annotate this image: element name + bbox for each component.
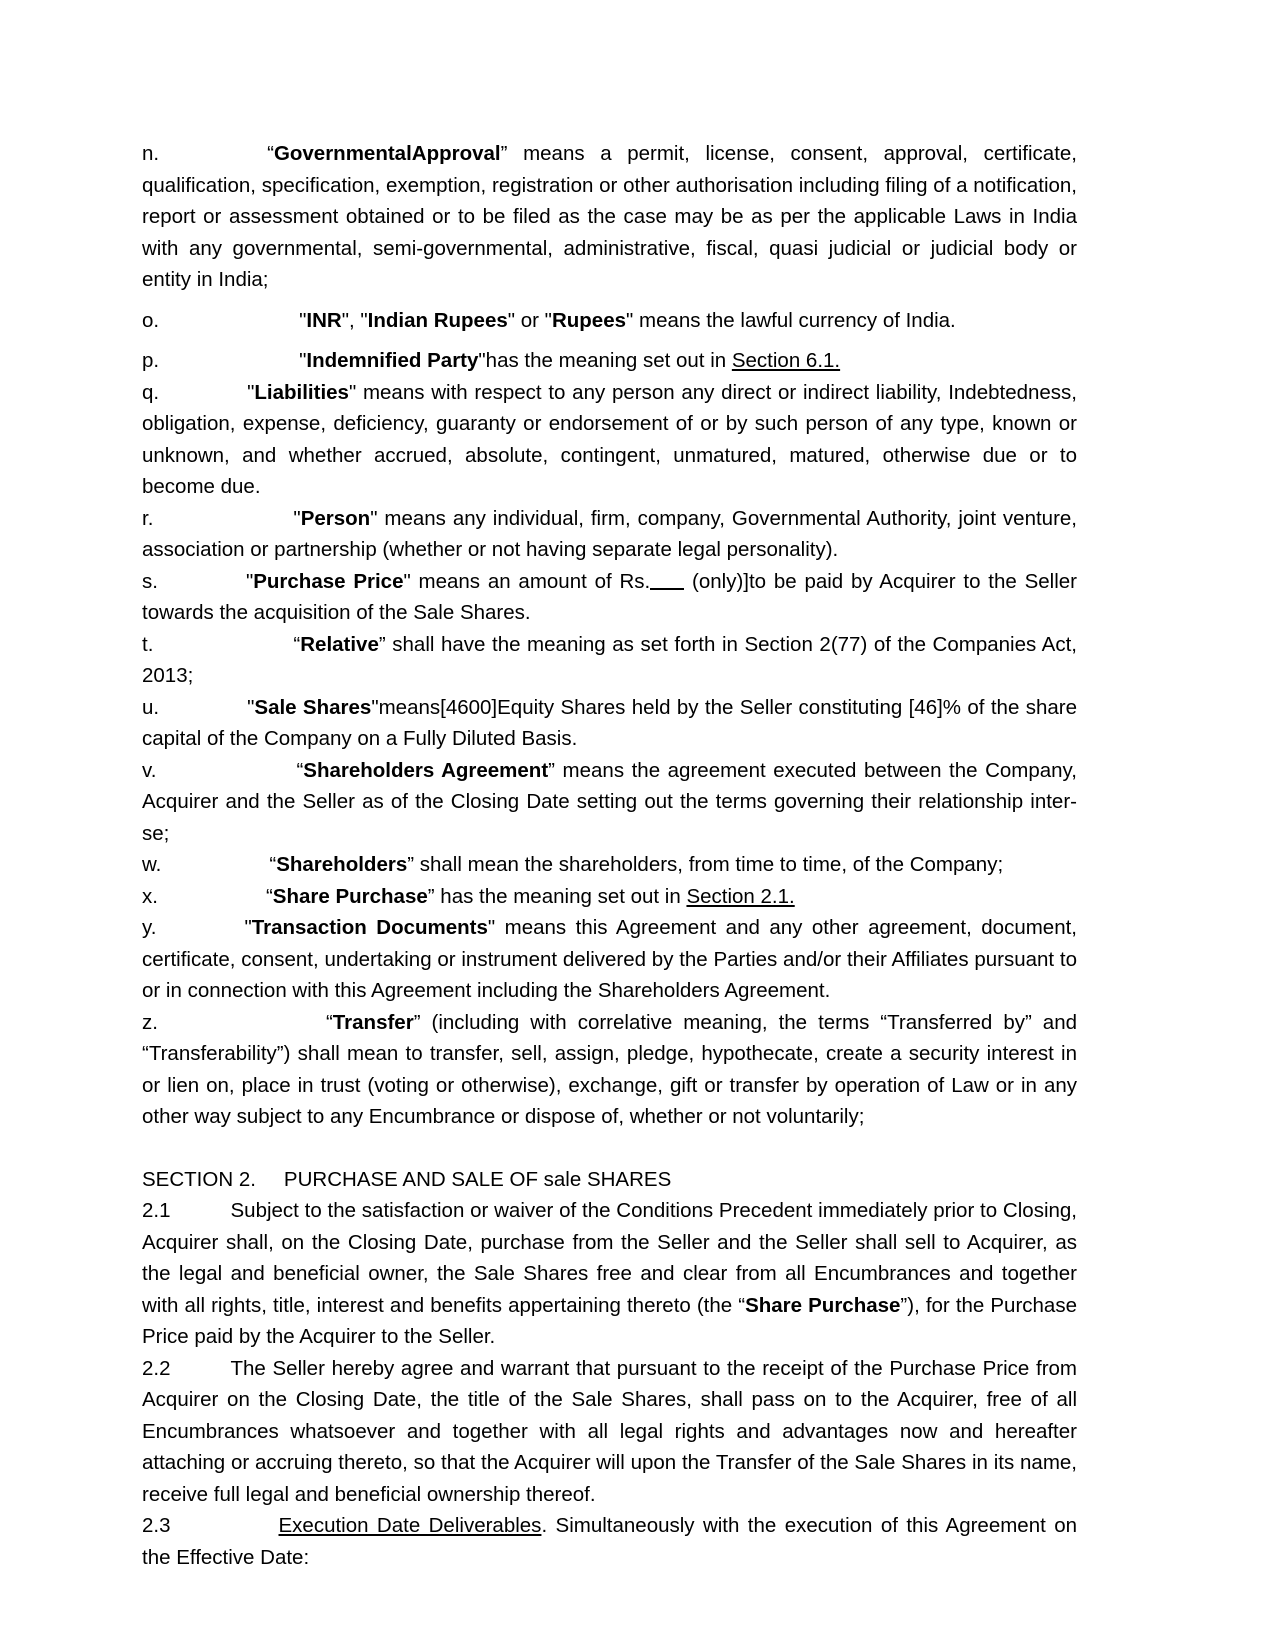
cross-reference-section-6-1[interactable]: Section 6.1. (731, 349, 841, 372)
clause-2-3 (142, 1510, 1077, 1573)
definition-term-share-purchase: Share Purchase (272, 884, 428, 908)
definition-text-o: " means the lawful currency of India. (626, 308, 956, 332)
definition-item-t: t. “Relative” shall have the meaning as set forth in Section 2(77) of the Companies Act, 2013; (142, 632, 1077, 687)
quote-open: " (247, 380, 255, 404)
clause-2-1-text-part1: Subject to the satisfaction or waiver of the Conditions Precedent immediately prior to Closing, Acquirer shall, on the Closing Date, purchase from the Seller and the Seller shall sell to Acquirer, as the legal and beneficial owner, the Sale Shares free and clear from all Encumbrances and together with all rights, title, interest and benefits appertaining thereto (the “ (142, 1199, 1077, 1317)
clause-2-3-text: . Simultaneously with the execution of this Agreement on the Effective Date: (142, 1514, 1077, 1569)
quote-open: " (293, 506, 301, 530)
definition-marker-w: w. (142, 853, 162, 876)
definition-item-v: v. “Shareholders Agreement” means the agreement executed between the Company, Acquirer and the Seller as of the Closing Date setting out the terms governing their relationship inter-se; (142, 758, 1077, 845)
definition-text-u: "means[4600]Equity Shares held by the Seller constituting [46]% of the share capital of the Company on a Fully Diluted Basis. (142, 695, 1077, 750)
definition-item-s (142, 566, 1077, 629)
definition-item-n: n. “GovernmentalApproval” means a permit, license, consent, approval, certificate, qualification, specification, exemption, registration or other authorisation including filing of a notification, report or assessment obtained or to be filed as the case may be as per the applicable Laws in India with any governmental, semi-governmental, administrative, fiscal, quasi judicial or judicial body or entity in India; (142, 142, 1077, 291)
definition-item-x: x. “Share Purchase” has the meaning set out in Section 2.1. (142, 884, 795, 908)
fill-in-blank-amount[interactable] (650, 588, 684, 590)
definition-item-p (142, 345, 1077, 377)
definition-term-purchase-price: Purchase Price (253, 569, 404, 593)
definition-term-sale-shares: Sale Shares (254, 695, 372, 719)
definition-term-shareholders-agreement: Shareholders Agreement (303, 758, 549, 782)
definition-segment-a: ", " (341, 308, 368, 332)
definition-term-inr: INR (306, 308, 342, 332)
definition-term-liabilities: Liabilities (254, 380, 349, 404)
definition-text-s-after: (only)]to be paid by Acquirer to the Seller towards the acquisition of the Sale Shares. (142, 569, 1077, 624)
quote-open: " (299, 349, 307, 372)
definition-marker-u: u. (142, 695, 160, 719)
definition-marker-p: p. (142, 349, 160, 372)
definition-term-transfer: Transfer (332, 1010, 414, 1034)
definition-marker-r: r. (142, 506, 154, 530)
quote-open: " (299, 308, 307, 332)
definition-item-r (142, 503, 1077, 566)
definition-item-q (142, 377, 1077, 503)
definition-marker-x: x. (142, 884, 158, 908)
definition-item-u (142, 692, 1077, 755)
section-2-title: PURCHASE AND SALE OF sale SHARES (283, 1167, 672, 1191)
clause-2-1-bold-term: Share Purchase (745, 1293, 901, 1317)
document-body (142, 138, 1077, 1573)
definition-text-p: "has the meaning set out in (478, 349, 732, 372)
cross-reference-section-2-1[interactable]: Section 2.1. (686, 884, 795, 908)
clause-2-2 (142, 1353, 1077, 1511)
definition-text-q: " means with respect to any person any direct or indirect liability, Indebtedness, obligation, expense, deficiency, guaranty or endorsement of or by such person of any type, known or unknown, and whether accrued, absolute, contingent, unmatured, matured, otherwise due or to become due. (142, 380, 1077, 498)
definition-text-n: means a permit, license, consent, approval, certificate, qualification, specification, exemption, registration or other authorisation including filing of a notification, report or assessment obtained or to be filed as the case may be as per the applicable Laws in India with any governmental, semi-governmental, administrative, fiscal, quasi judicial or judicial body or entity in India; (142, 142, 1077, 291)
clause-2-1-number: 2.1 (142, 1199, 171, 1222)
quote-open: " (247, 695, 255, 719)
definition-marker-n: n. (142, 142, 160, 165)
section-spacer (142, 1133, 1077, 1164)
definition-term-transaction-documents: Transaction Documents (251, 916, 488, 939)
definition-term-relative: Relative (300, 632, 379, 656)
definition-term-indemnified-party: Indemnified Party (306, 349, 479, 372)
section-2-number: SECTION 2. (142, 1167, 256, 1191)
definition-item-z: z. “Transfer” (including with correlative meaning, the terms “Transferred by” and “Transferability”) shall mean to transfer, sell, assign, pledge, hypothecate, create a security interest in or lien on, place in trust (voting or otherwise), exchange, gift or transfer by operation of Law or in any other way subject to any Encumbrance or dispose of, whether or not voluntarily; (142, 1010, 1077, 1128)
definition-marker-y: y. (142, 916, 157, 939)
definition-text-v: means the agreement executed between the Company, Acquirer and the Seller as of the Closing Date setting out the terms governing their relationship inter-se; (142, 758, 1077, 845)
definition-text-w: shall mean the shareholders, from time to time, of the Company; (414, 853, 1004, 876)
clause-2-3-title: Execution Date Deliverables (278, 1514, 542, 1537)
definition-item-w: w. “Shareholders” shall mean the shareholders, from time to time, of the Company; (142, 853, 1004, 876)
definition-marker-t: t. (142, 632, 154, 656)
definition-term-rupees: Rupees (551, 308, 627, 332)
definition-term-n: GovernmentalApproval (273, 142, 501, 165)
definition-item-y (142, 912, 1077, 1007)
spacer (142, 296, 1077, 305)
definition-segment-b: " or " (507, 308, 552, 332)
definition-marker-v: v. (142, 758, 157, 782)
section-2-heading (142, 1164, 1077, 1196)
definition-marker-o: o. (142, 308, 160, 332)
definition-text-s-before: " means an amount of Rs. (403, 569, 651, 593)
definition-text-y: " means this Agreement and any other agreement, document, certificate, consent, undertaking or instrument delivered by the Parties and/or their Affiliates pursuant to or in connection with this Agreement including the Shareholders Agreement. (142, 916, 1077, 1002)
definition-marker-z: z. (142, 1010, 158, 1034)
spacer (142, 336, 1077, 345)
definition-item-o (142, 305, 1077, 337)
quote-open: " (244, 916, 252, 939)
definition-marker-s: s. (142, 569, 158, 593)
definition-text-t: shall have the meaning as set forth in Section 2(77) of the Companies Act, 2013; (142, 632, 1077, 687)
definition-text-r: " means any individual, firm, company, Governmental Authority, joint venture, association or partnership (whether or not having separate legal personality). (142, 506, 1077, 561)
clause-2-1-text-part2: ”), for the Purchase Price paid by the Acquirer to the Seller. (142, 1293, 1077, 1348)
clause-2-1 (142, 1195, 1077, 1353)
clause-2-2-text: The Seller hereby agree and warrant that pursuant to the receipt of the Purchase Price from Acquirer on the Closing Date, the title of the Sale Shares, shall pass on to the Acquirer, free of all Encumbrances whatsoever and together with all legal rights and advantages now and hereafter attaching or accruing thereto, so that the Acquirer will upon the Transfer of the Sale Shares in its name, receive full legal and beneficial ownership thereof. (142, 1356, 1077, 1506)
definition-text-x: has the meaning set out in (434, 884, 687, 908)
quote-open: " (245, 569, 254, 593)
definition-term-indian-rupees: Indian Rupees (367, 308, 508, 332)
definition-term-person: Person (300, 506, 371, 530)
clause-2-2-number: 2.2 (142, 1356, 171, 1380)
definition-marker-q: q. (142, 380, 160, 404)
clause-2-3-number: 2.3 (142, 1514, 171, 1537)
definition-term-shareholders: Shareholders (276, 853, 408, 876)
definition-text-z: (including with correlative meaning, the terms “Transferred by” and “Transferability”) shall mean to transfer, sell, assign, pledge, hypothecate, create a security interest in or lien on, place in trust (voting or otherwise), exchange, gift or transfer by operation of Law or in any other way subject to any Encumbrance or dispose of, whether or not voluntarily; (142, 1010, 1077, 1128)
